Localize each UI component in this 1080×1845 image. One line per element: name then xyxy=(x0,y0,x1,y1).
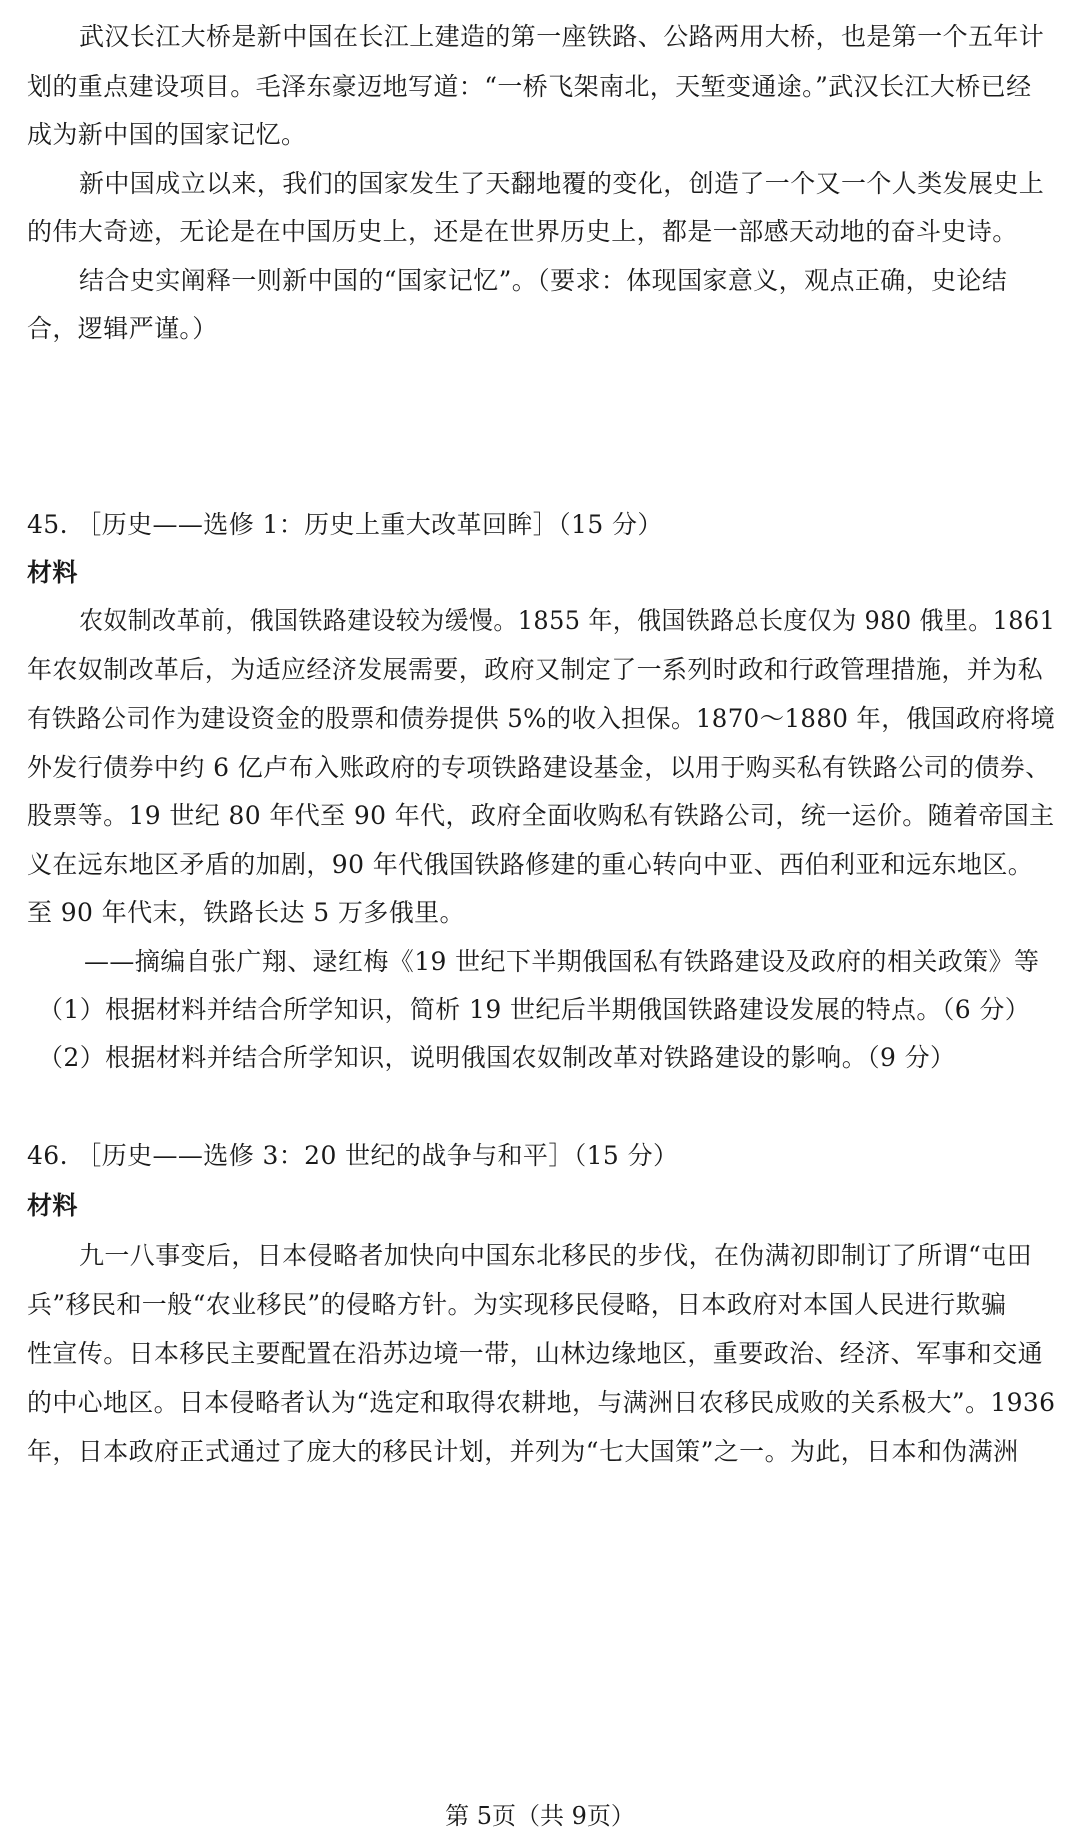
p3-line-2: 合，逻辑严谨。） xyxy=(27,314,218,343)
q46-heading: 46. ［历史——选修 3：20 世纪的战争与和平］（15 分） xyxy=(27,1141,679,1170)
page-number-footer: 第 5页（共 9页） xyxy=(445,1802,635,1830)
p2-line-1: 新中国成立以来，我们的国家发生了天翻地覆的变化，创造了一个又一个人类发展史上 xyxy=(79,169,1045,198)
p1-line-1: 武汉长江大桥是新中国在长江上建造的第一座铁路、公路两用大桥，也是第一个五年计 xyxy=(79,22,1045,51)
p1-line-2: 划的重点建设项目。毛泽东豪迈地写道：“一桥飞架南北，天堑变通途。”武汉长江大桥已经 xyxy=(27,72,1032,101)
q45-heading: 45. ［历史——选修 1：历史上重大改革回眸］（15 分） xyxy=(27,510,663,539)
q46-material-label: 材料 xyxy=(27,1191,78,1220)
p1-line-3: 成为新中国的国家记忆。 xyxy=(27,120,307,149)
q45-body-line-6: 义在远东地区矛盾的加剧，90 年代俄国铁路修建的重心转向中亚、西伯利亚和远东地区。 xyxy=(27,850,1034,879)
q46-body-line-2: 兵”移民和一般“农业移民”的侵略方针。为实现移民侵略，日本政府对本国人民进行欺骗 xyxy=(27,1290,1007,1319)
q45-source: ——摘编自张广翔、逯红梅《19 世纪下半期俄国私有铁路建设及政府的相关政策》等 xyxy=(84,947,1040,976)
q45-body-line-3: 有铁路公司作为建设资金的股票和债券提供 5%的收入担保。1870～1880 年，俄国政府将境 xyxy=(27,704,1056,733)
p3-line-1: 结合史实阐释一则新中国的“国家记忆”。（要求：体现国家意义，观点正确，史论结 xyxy=(79,266,1008,295)
q45-body-line-4: 外发行债券中约 6 亿卢布入账政府的专项铁路建设基金，以用于购买私有铁路公司的债券、 xyxy=(27,753,1051,782)
q46-body-line-3: 性宣传。日本移民主要配置在沿苏边境一带，山林边缘地区，重要政治、经济、军事和交通 xyxy=(27,1339,1044,1368)
q45-material-label: 材料 xyxy=(27,558,78,587)
p2-line-2: 的伟大奇迹，无论是在中国历史上，还是在世界历史上，都是一部感天动地的奋斗史诗。 xyxy=(27,217,1018,246)
q45-body-line-1: 农奴制改革前，俄国铁路建设较为缓慢。1855 年，俄国铁路总长度仅为 980 俄里。1861 xyxy=(79,606,1056,635)
q46-body-line-4: 的中心地区。日本侵略者认为“选定和取得农耕地，与满洲日农移民成败的关系极大”。1936 xyxy=(27,1388,1056,1417)
q45-subquestion-2: （2）根据材料并结合所学知识，说明俄国农奴制改革对铁路建设的影响。（9 分） xyxy=(38,1043,956,1072)
q46-body-line-1: 九一八事变后，日本侵略者加快向中国东北移民的步伐，在伪满初即制订了所谓“屯田 xyxy=(79,1241,1032,1270)
q45-subquestion-1: （1）根据材料并结合所学知识，简析 19 世纪后半期俄国铁路建设发展的特点。（6 分） xyxy=(38,995,1031,1024)
q45-body-line-2: 年农奴制改革后，为适应经济发展需要，政府又制定了一系列时政和行政管理措施，并为私 xyxy=(27,655,1044,684)
q46-body-line-5: 年，日本政府正式通过了庞大的移民计划，并列为“七大国策”之一。为此，日本和伪满洲 xyxy=(27,1437,1019,1466)
q45-body-line-5: 股票等。19 世纪 80 年代至 90 年代，政府全面收购私有铁路公司，统一运价。随着帝国主 xyxy=(27,801,1055,830)
q45-body-line-7: 至 90 年代末，铁路长达 5 万多俄里。 xyxy=(27,898,465,927)
